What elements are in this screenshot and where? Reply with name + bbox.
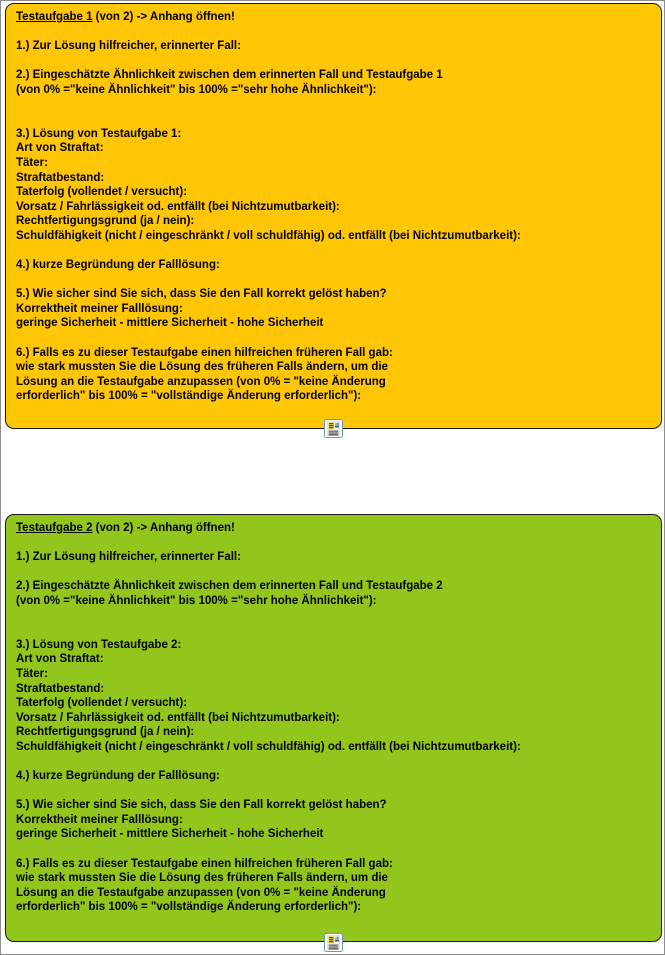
text-line (16, 331, 651, 346)
text-line: 2.) Eingeschätzte Ähnlichkeit zwischen dem erinnerten Fall und Testaufgabe 1 (16, 69, 443, 82)
text-line (16, 565, 651, 580)
text-line: 4.) kurze Begründung der Falllösung: (16, 770, 220, 783)
text-line: Täter: (16, 156, 48, 169)
text-line (16, 536, 651, 551)
testaufgabe-1-box (5, 3, 662, 429)
text-line: Taterfolg (vollendet / versucht): (16, 697, 188, 710)
testaufgabe-2-title-rest: (von 2) -> Anhang öffnen! (92, 522, 235, 534)
text-line: wie stark mussten Sie die Lösung des früheren Falls ändern, um die (16, 361, 388, 374)
text-line (16, 842, 651, 857)
testaufgabe-2-title (16, 521, 651, 536)
text-line: 6.) Falls es zu dieser Testaufgabe einen hilfreichen früheren Fall gab: (16, 346, 393, 359)
text-line: 2.) Eingeschätzte Ähnlichkeit zwischen dem erinnerten Fall und Testaufgabe 2 (16, 580, 443, 593)
text-line: (von 0% ="keine Ähnlichkeit" bis 100% ="sehr hohe Ähnlichkeit"): (16, 594, 377, 607)
text-line: geringe Sicherheit - mittlere Sicherheit - hohe Sicherheit (16, 317, 324, 330)
text-line: geringe Sicherheit - mittlere Sicherheit - hohe Sicherheit (16, 828, 324, 841)
attachment-document-icon-glyph (324, 419, 343, 438)
text-line: 6.) Falls es zu dieser Testaufgabe einen hilfreichen früheren Fall gab: (16, 857, 393, 870)
attachment-icon[interactable] (324, 419, 343, 438)
text-line: erforderlich" bis 100% = "vollständige Änderung erforderlich"): (16, 390, 362, 403)
text-line: Schuldfähigkeit (nicht / eingeschränkt / voll schuldfähig) od. entfällt (bei Nichtzumutbarkeit): (16, 740, 521, 753)
text-line (16, 755, 651, 770)
text-line: Rechtfertigungsgrund (ja / nein): (16, 215, 195, 228)
text-line: 3.) Lösung von Testaufgabe 1: (16, 127, 182, 140)
text-line (16, 609, 651, 624)
testaufgabe-1-title-underlined: Testaufgabe 1 (16, 11, 93, 23)
text-line: 3.) Lösung von Testaufgabe 2: (16, 638, 182, 651)
text-line: 5.) Wie sicher sind Sie sich, dass Sie den Fall korrekt gelöst haben? (16, 288, 387, 301)
text-line (16, 98, 651, 113)
testaufgabe-2-box (5, 514, 662, 942)
text-line: 5.) Wie sicher sind Sie sich, dass Sie den Fall korrekt gelöst haben? (16, 799, 387, 812)
text-line: Lösung an die Testaufgabe anzupassen (von 0% = "keine Änderung (16, 886, 386, 899)
text-line: 1.) Zur Lösung hilfreicher, erinnerter Fall: (16, 551, 241, 564)
text-line: 1.) Zur Lösung hilfreicher, erinnerter Fall: (16, 40, 241, 53)
text-line: Rechtfertigungsgrund (ja / nein): (16, 726, 195, 739)
testaufgabe-1-text (16, 25, 651, 404)
text-line: Straftatbestand: (16, 171, 105, 184)
text-line: Täter: (16, 667, 48, 680)
text-line (16, 54, 651, 69)
testaufgabe-1-title (16, 10, 651, 25)
text-line: (von 0% ="keine Ähnlichkeit" bis 100% ="sehr hohe Ähnlichkeit"): (16, 83, 377, 96)
text-line: erforderlich" bis 100% = "vollständige Änderung erforderlich"): (16, 901, 362, 914)
text-line: Lösung an die Testaufgabe anzupassen (von 0% = "keine Änderung (16, 375, 386, 388)
testaufgabe-2-text (16, 536, 651, 915)
text-line (16, 244, 651, 259)
testaufgabe-2-title-underlined: Testaufgabe 2 (16, 522, 93, 534)
text-line: Schuldfähigkeit (nicht / eingeschränkt / voll schuldfähig) od. entfällt (bei Nichtzumutbarkeit): (16, 229, 521, 242)
text-line: Art von Straftat: (16, 142, 104, 155)
text-line (16, 273, 651, 288)
text-line: Korrektheit meiner Falllösung: (16, 813, 183, 826)
text-line: Vorsatz / Fahrlässigkeit od. entfällt (bei Nichtzumutbarkeit): (16, 711, 340, 724)
testaufgabe-1-title-rest: (von 2) -> Anhang öffnen! (92, 11, 235, 23)
text-line (16, 623, 651, 638)
text-line: Korrektheit meiner Falllösung: (16, 302, 183, 315)
attachment-icon[interactable] (324, 933, 343, 952)
attachment-document-icon-glyph (324, 933, 343, 952)
text-line: wie stark mussten Sie die Lösung des früheren Falls ändern, um die (16, 872, 388, 885)
text-line: Art von Straftat: (16, 653, 104, 666)
text-line: 4.) kurze Begründung der Falllösung: (16, 259, 220, 272)
text-line (16, 25, 651, 40)
text-line: Taterfolg (vollendet / versucht): (16, 186, 188, 199)
text-line (16, 112, 651, 127)
text-line (16, 784, 651, 799)
text-line: Vorsatz / Fahrlässigkeit od. entfällt (bei Nichtzumutbarkeit): (16, 200, 340, 213)
text-line: Straftatbestand: (16, 682, 105, 695)
